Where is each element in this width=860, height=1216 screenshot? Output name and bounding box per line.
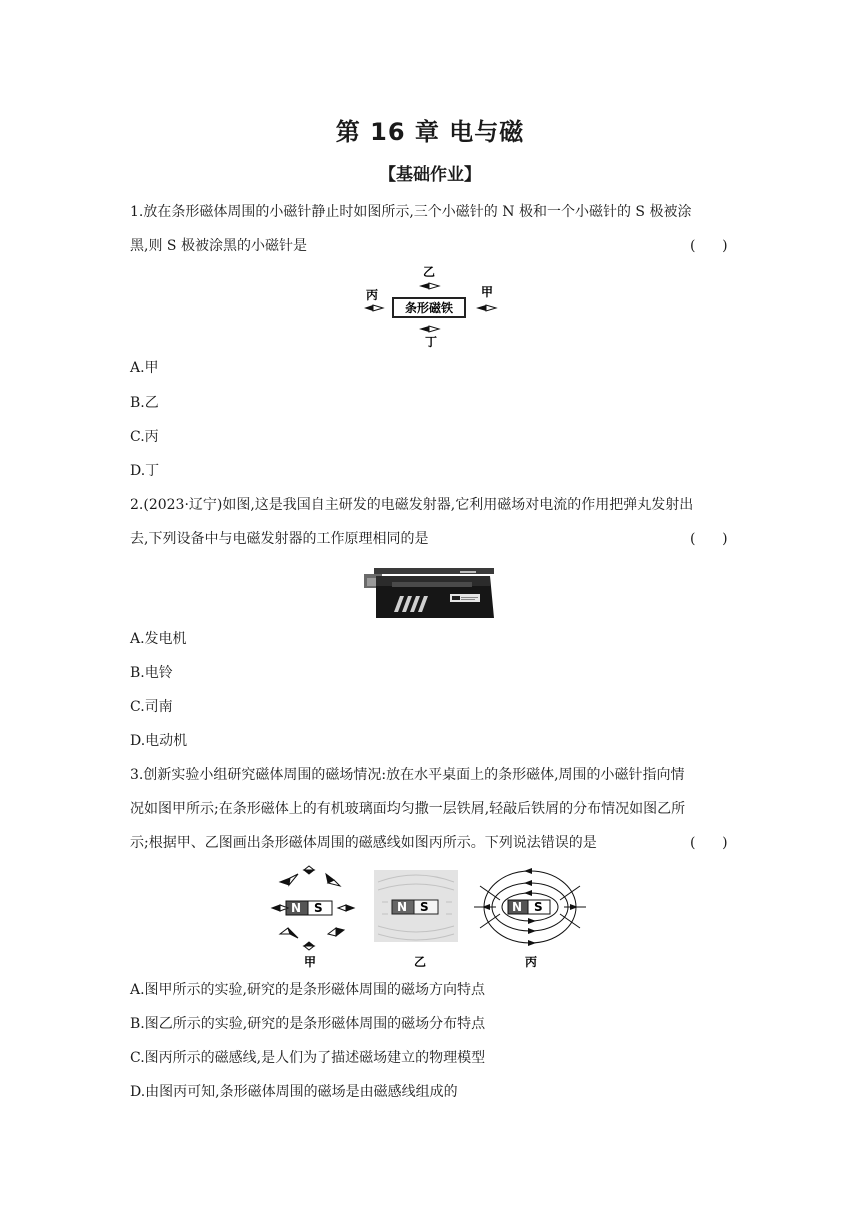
q1-option-a: A.甲 xyxy=(130,360,159,376)
needle-bing xyxy=(364,305,383,311)
label-ding: 丁 xyxy=(424,335,438,349)
magnet-label: 条形磁铁 xyxy=(404,301,454,315)
figure-jia xyxy=(272,866,354,950)
q1-option-d: D.丁 xyxy=(130,463,160,479)
q2-stem-line2: 去,下列设备中与电磁发射器的工作原理相同的是 xyxy=(130,531,429,547)
jia-pole-s: S xyxy=(314,901,323,915)
caption-yi: 乙 xyxy=(413,955,427,969)
q3-stem-line3: 示;根据甲、乙图画出条形磁体周围的磁感线如图丙所示。下列说法错误的是 xyxy=(130,835,597,851)
q2-option-c: C.司南 xyxy=(130,699,173,715)
caption-jia: 甲 xyxy=(303,955,317,969)
q2-launcher-photo xyxy=(364,560,500,624)
figure-yi xyxy=(374,870,458,942)
q2-option-b: B.电铃 xyxy=(130,665,173,681)
q1-stem-line2: 黑,则 S 极被涂黑的小磁针是 xyxy=(130,238,307,254)
q2-answer-blank: ( ) xyxy=(690,531,728,547)
yi-pole-n: N xyxy=(397,900,408,914)
label-yi: 乙 xyxy=(422,265,436,279)
bing-pole-s: S xyxy=(534,900,543,914)
q3-magnet-figures xyxy=(270,862,590,970)
caption-bing: 丙 xyxy=(524,955,538,969)
q2-option-d: D.电动机 xyxy=(130,733,188,749)
q1-compass-figure xyxy=(360,262,500,350)
section-heading: 【基础作业】 xyxy=(379,165,481,185)
label-bing: 丙 xyxy=(365,288,379,302)
chapter-title: 第 16 章 电与磁 xyxy=(335,118,525,146)
q1-answer-blank: ( ) xyxy=(690,238,728,254)
bing-pole-n: N xyxy=(512,900,523,914)
q3-option-d: D.由图丙可知,条形磁体周围的磁场是由磁感线组成的 xyxy=(130,1084,458,1100)
figure-bing xyxy=(474,868,586,946)
q3-stem-line1: 3.创新实验小组研究磁体周围的磁场情况:放在水平桌面上的条形磁体,周围的小磁针指向情 xyxy=(130,767,685,783)
jia-pole-n: N xyxy=(291,901,302,915)
q3-option-a: A.图甲所示的实验,研究的是条形磁体周围的磁场方向特点 xyxy=(130,982,486,998)
q3-stem-line2: 况如图甲所示;在条形磁体上的有机玻璃面均匀撒一层铁屑,轻敲后铁屑的分布情况如图乙所 xyxy=(130,801,686,817)
q3-option-c: C.图丙所示的磁感线,是人们为了描述磁场建立的物理模型 xyxy=(130,1050,486,1066)
q1-option-b: B.乙 xyxy=(130,395,159,411)
q3-answer-blank: ( ) xyxy=(690,835,728,851)
q1-option-c: C.丙 xyxy=(130,429,159,445)
q2-option-a: A.发电机 xyxy=(130,631,187,647)
q3-option-b: B.图乙所示的实验,研究的是条形磁体周围的磁场分布特点 xyxy=(130,1016,486,1032)
needle-ding xyxy=(419,326,439,332)
label-jia: 甲 xyxy=(480,285,494,299)
needle-jia xyxy=(476,305,496,311)
q2-stem-line1: 2.(2023·辽宁)如图,这是我国自主研发的电磁发射器,它利用磁场对电流的作用把弹丸发射出 xyxy=(130,497,694,513)
yi-pole-s: S xyxy=(420,900,429,914)
needle-yi xyxy=(419,283,439,289)
q1-stem-line1: 1.放在条形磁体周围的小磁针静止时如图所示,三个小磁针的 N 极和一个小磁针的 S 极被涂 xyxy=(130,204,692,220)
